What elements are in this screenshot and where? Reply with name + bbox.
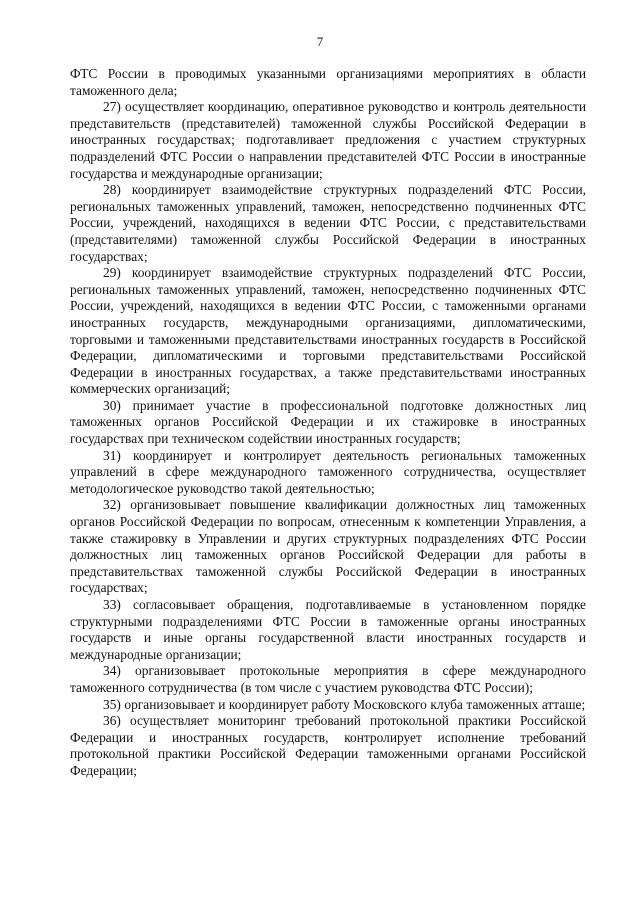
paragraph-item-33: 33) согласовывает обращения, подготавливаемые в установленном порядке структурными подразделениями ФТС России в таможенные органы иностранных государств и иные органы государственной власти иностранных государств и международные организации; (70, 597, 586, 662)
paragraph-item-34: 34) организовывает протокольные мероприятия в сфере международного таможенного сотрудничества (в том числе с участием руководства ФТС России); (70, 663, 586, 695)
paragraph-continuation: ФТС России в проводимых указанными организациями мероприятиях в области таможенного дела; (70, 66, 586, 98)
paragraph-item-35: 35) организовывает и координирует работу Московского клуба таможенных атташе; (103, 696, 586, 712)
document-body (70, 66, 586, 780)
paragraph-item-29: 29) координирует взаимодействие структурных подразделений ФТС России, региональных таможенных управлений, таможен, непосредственно подчиненных ФТС России, учреждений, находящихся в ведении ФТС России, с таможенными органами иностранных государств, международными организациями, дипломатическими, торговыми и таможенными представительствами иностранных государств в Российской Федерации, дипломатическими и торговыми представительствами Российской Федерации в иностранных государствах, а также представительствами иностранных коммерческих организаций; (70, 265, 586, 397)
paragraph-item-36: 36) осуществляет мониторинг требований протокольной практики Российской Федерации и иностранных государств, контролирует исполнение требований протокольной практики Российской Федерации таможенными органами Российской Федерации; (70, 713, 586, 778)
paragraph-item-27: 27) осуществляет координацию, оперативное руководство и контроль деятельности представительств (представителей) таможенной службы Российской Федерации в иностранных государствах; подготавливает предложения с участием структурных подразделений ФТС России о направлении представителей ФТС России в иностранные государства и международные организации; (70, 99, 586, 181)
page-number: 7 (316, 34, 324, 49)
paragraph-item-28: 28) координирует взаимодействие структурных подразделений ФТС России, региональных таможенных управлений, таможен, непосредственно подчиненных ФТС России, учреждений, находящихся в ведении ФТС России, с представительствами (представителями) таможенной службы Российской Федерации в иностранных государствах; (70, 182, 586, 264)
paragraph-item-32: 32) организовывает повышение квалификации должностных лиц таможенных органов Российской Федерации по вопросам, отнесенным к компетенции Управления, а также стажировку в Управлении и других структурных подразделениях ФТС России должностных лиц таможенных органов Российской Федерации для работы в представительствах таможенной службы Российской Федерации в иностранных государствах; (70, 497, 586, 596)
paragraph-item-31: 31) координирует и контролирует деятельность региональных таможенных управлений в сфере международного таможенного сотрудничества, осуществляет методологическое руководство такой деятельностью; (70, 447, 586, 496)
paragraph-item-30: 30) принимает участие в профессиональной подготовке должностных лиц таможенных органов Российской Федерации и их стажировке в иностранных государствах при техническом содействии иностранных государств; (70, 397, 586, 447)
